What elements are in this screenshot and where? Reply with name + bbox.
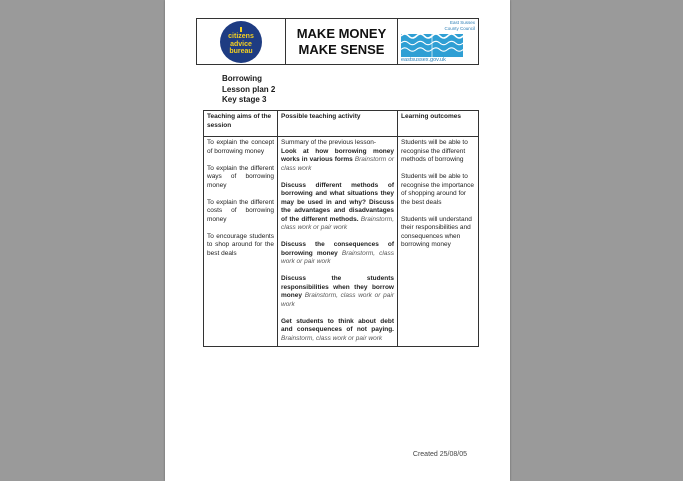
escc-logo-cell	[398, 19, 478, 64]
learning-outcomes-cell: Students will be able to recognise the different methods of borrowing Students will be able to recognise the importance of shopping around for the best deals Students will understand their responsibilities and consequences when borrowing money	[401, 139, 474, 248]
lesson-heading	[222, 74, 275, 106]
escc-url: eastsussex.gov.uk	[401, 57, 446, 63]
cab-logo-cell	[197, 19, 286, 64]
citizens-advice-bureau-logo	[220, 21, 262, 63]
table-body-row	[204, 137, 478, 346]
cab-logo-text: citizens	[228, 33, 254, 41]
teaching-activity-cell: Summary of the previous lesson- Look at how borrowing money works in various forms Brainstorm or class work Discuss different methods of borrowing and what situations they may be used in and why? Discuss the advantages and disadvantages of the different methods. Brainstorm, class work or pair work Discuss the consequences of borrowing money Brainstorm, class work or pair work Discuss the students responsibilities when they borrow money Brainstorm, class work or pair work Get students to think about debt and consequences of not paying. Brainstorm, class work or pair work	[278, 137, 398, 346]
lesson-plan-table	[203, 110, 479, 347]
col-header-teaching-activity: Possible teaching activity	[278, 111, 398, 137]
cab-logo-bar	[240, 27, 242, 32]
cab-logo-text: advice	[230, 40, 252, 48]
teaching-aims-cell: To explain the concept of borrowing money To explain the different ways of borrowing money To explain the different costs of borrowing money To encourage students to shop around for the best deals	[204, 137, 278, 346]
banner-title-line2: MAKE SENSE	[298, 41, 385, 57]
heading-topic: Borrowing	[222, 74, 262, 83]
escc-waves-icon	[401, 32, 463, 57]
escc-name-line1: East Sussex	[449, 20, 475, 25]
col-header-teaching-aims: Teaching aims of the session	[204, 111, 278, 137]
banner-title-line1: MAKE MONEY	[296, 25, 387, 41]
created-date: Created 25/08/05	[412, 451, 467, 458]
heading-plan: Lesson plan 2	[222, 84, 276, 94]
table-header-row	[204, 111, 478, 137]
document-page	[165, 0, 510, 481]
heading-keystage: Key stage 3	[222, 95, 267, 104]
col-header-learning-outcomes: Learning outcomes	[398, 111, 478, 137]
escc-name-line2: County Council	[444, 25, 475, 31]
cab-logo-text: bureau	[229, 48, 253, 56]
header-banner	[196, 18, 479, 65]
east-sussex-county-council-logo	[401, 20, 476, 63]
banner-title-cell	[286, 19, 398, 64]
